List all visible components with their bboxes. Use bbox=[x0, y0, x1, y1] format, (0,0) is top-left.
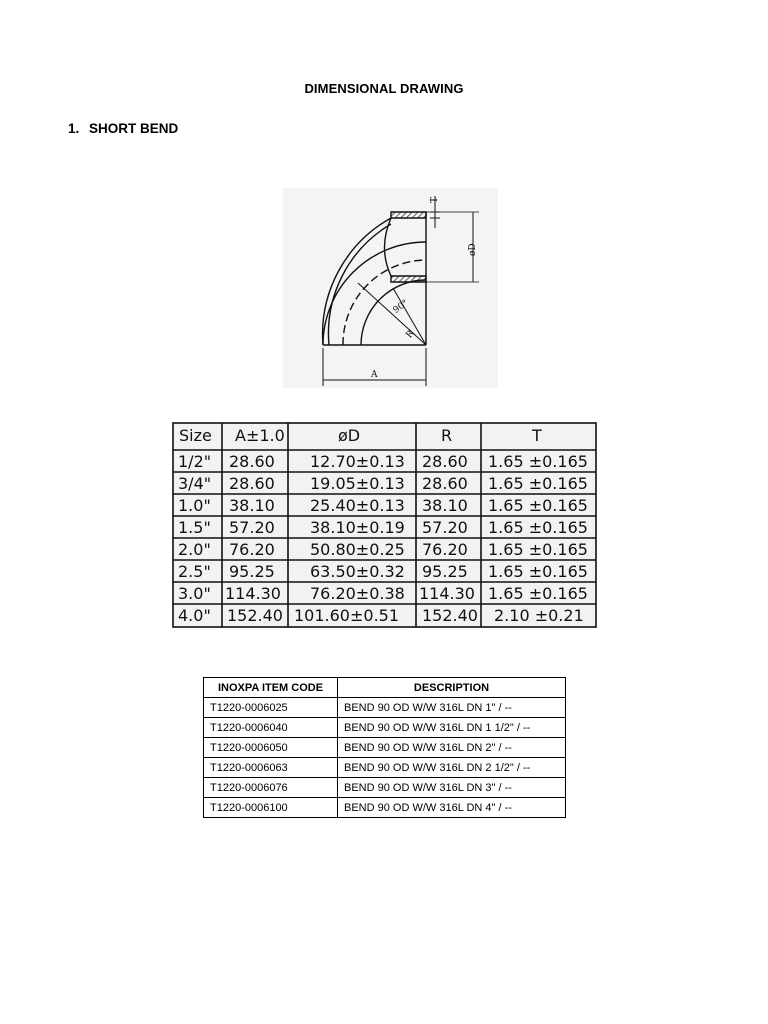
dim-cell: 57.20 bbox=[229, 518, 275, 537]
item-code-cell: T1220-0006050 bbox=[204, 738, 338, 758]
dim-cell: 28.60 bbox=[229, 474, 275, 493]
dim-cell: 25.40±0.13 bbox=[310, 496, 405, 515]
dim-cell: 1.65 ±0.165 bbox=[488, 496, 588, 515]
dim-header-r: R bbox=[441, 426, 453, 445]
table-row bbox=[204, 758, 566, 778]
dim-cell: 1.65 ±0.165 bbox=[488, 518, 588, 537]
label-a: A bbox=[371, 370, 378, 380]
dim-cell: 95.25 bbox=[422, 562, 468, 581]
section-heading bbox=[68, 121, 178, 136]
label-r: R bbox=[404, 328, 417, 341]
dim-cell: 28.60 bbox=[422, 474, 468, 493]
inner-wall bbox=[391, 276, 426, 282]
dim-cell: 57.20 bbox=[422, 518, 468, 537]
item-code-table bbox=[203, 677, 566, 818]
label-d: øD bbox=[468, 243, 478, 256]
item-code-cell: T1220-0006100 bbox=[204, 798, 338, 818]
dim-cell: 38.10±0.19 bbox=[310, 518, 405, 537]
table-row bbox=[204, 738, 566, 758]
dim-cell: 3.0" bbox=[178, 584, 211, 603]
dim-cell: 19.05±0.13 bbox=[310, 474, 405, 493]
dim-cell: 28.60 bbox=[229, 452, 275, 471]
dim-cell: 1.0" bbox=[178, 496, 211, 515]
dim-header-d: øD bbox=[338, 426, 361, 445]
dimension-table bbox=[172, 422, 597, 628]
table-row bbox=[204, 698, 566, 718]
dim-header-a: A±1.0 bbox=[235, 426, 285, 445]
dim-cell: 63.50±0.32 bbox=[310, 562, 405, 581]
item-code-cell: T1220-0006025 bbox=[204, 698, 338, 718]
description-cell: BEND 90 OD W/W 316L DN 2" / -- bbox=[338, 738, 566, 758]
label-t: T bbox=[430, 196, 440, 203]
dim-cell: 50.80±0.25 bbox=[310, 540, 405, 559]
outer-wall bbox=[391, 212, 426, 218]
item-code-cell: T1220-0006040 bbox=[204, 718, 338, 738]
dim-cell: 2.10 ±0.21 bbox=[494, 606, 584, 625]
dim-cell: 2.5" bbox=[178, 562, 211, 581]
bend-drawing bbox=[283, 188, 498, 388]
header-item-code: INOXPA ITEM CODE bbox=[204, 678, 338, 698]
dim-cell: 3/4" bbox=[178, 474, 212, 493]
item-code-cell: T1220-0006076 bbox=[204, 778, 338, 798]
description-cell: BEND 90 OD W/W 316L DN 4" / -- bbox=[338, 798, 566, 818]
section-title: SHORT BEND bbox=[89, 121, 179, 136]
table-header-row bbox=[204, 678, 566, 698]
dim-cell: 114.30 bbox=[419, 584, 475, 603]
dim-cell: 4.0" bbox=[178, 606, 211, 625]
dim-cell: 152.40 bbox=[422, 606, 478, 625]
dim-cell: 1.65 ±0.165 bbox=[488, 562, 588, 581]
page-title: DIMENSIONAL DRAWING bbox=[304, 81, 464, 96]
dim-cell: 114.30 bbox=[225, 584, 281, 603]
dim-cell: 2.0" bbox=[178, 540, 211, 559]
dim-cell: 95.25 bbox=[229, 562, 275, 581]
table-row bbox=[204, 798, 566, 818]
description-cell: BEND 90 OD W/W 316L DN 1 1/2" / -- bbox=[338, 718, 566, 738]
table-row bbox=[204, 778, 566, 798]
label-angle: 90° bbox=[391, 298, 411, 316]
table-row bbox=[204, 718, 566, 738]
dim-cell: 76.20±0.38 bbox=[310, 584, 405, 603]
dim-cell: 1.65 ±0.165 bbox=[488, 584, 588, 603]
description-cell: BEND 90 OD W/W 316L DN 3" / -- bbox=[338, 778, 566, 798]
description-cell: BEND 90 OD W/W 316L DN 1" / -- bbox=[338, 698, 566, 718]
description-cell: BEND 90 OD W/W 316L DN 2 1/2" / -- bbox=[338, 758, 566, 778]
dim-cell: 38.10 bbox=[229, 496, 275, 515]
dim-cell: 1/2" bbox=[178, 452, 212, 471]
dim-cell: 76.20 bbox=[229, 540, 275, 559]
dim-cell: 101.60±0.51 bbox=[294, 606, 400, 625]
item-code-cell: T1220-0006063 bbox=[204, 758, 338, 778]
dim-cell: 28.60 bbox=[422, 452, 468, 471]
dim-cell: 1.65 ±0.165 bbox=[488, 540, 588, 559]
dim-cell: 76.20 bbox=[422, 540, 468, 559]
dim-cell: 1.5" bbox=[178, 518, 211, 537]
header-description: DESCRIPTION bbox=[338, 678, 566, 698]
dim-cell: 1.65 ±0.165 bbox=[488, 474, 588, 493]
dim-cell: 12.70±0.13 bbox=[310, 452, 405, 471]
dim-header-size: Size bbox=[179, 426, 212, 445]
dim-cell: 1.65 ±0.165 bbox=[488, 452, 588, 471]
dim-cell: 38.10 bbox=[422, 496, 468, 515]
section-number: 1. bbox=[68, 121, 80, 136]
dim-cell: 152.40 bbox=[227, 606, 283, 625]
dim-header-t: T bbox=[532, 426, 542, 445]
